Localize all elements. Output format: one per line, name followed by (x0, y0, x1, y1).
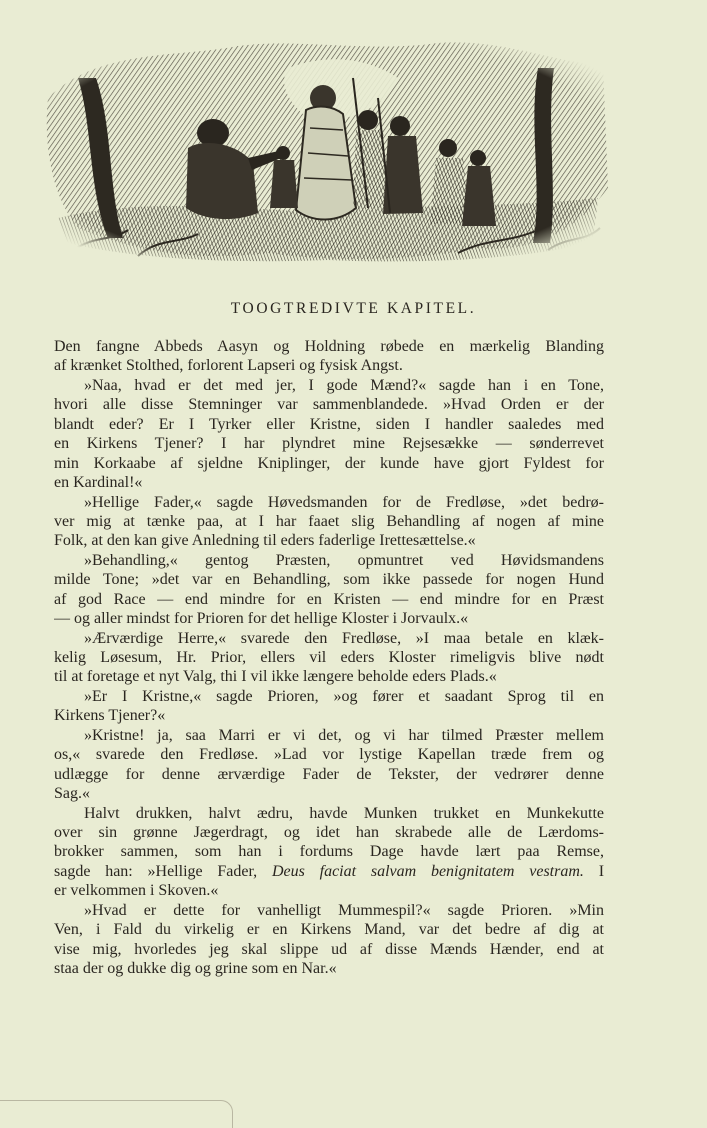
forest-scene-engraving-icon (38, 38, 610, 266)
chapter-title: TOOGTREDIVTE KAPITEL. (230, 300, 477, 317)
text-line: er velkommen i Skoven.« (54, 882, 219, 900)
body-text (54, 337, 604, 978)
text-line: en Kardinal!« (54, 474, 143, 492)
text-line: Ven, i Fald du virkelig er en Kirkens Mand, var det bedre af dig at (54, 921, 604, 939)
text-line: hvori alle disse Stemninger var sammenblandede. »Hvad Orden er der (54, 396, 604, 414)
text-line: staa der og dukke dig og grine som en Nar.« (54, 960, 337, 977)
text-line: »Ærværdige Herre,« svarede den Fredløse, »I maa betale en klæk- (84, 629, 604, 647)
text-line: Folk, at den kan give Anledning til eders faderlige Irettesættelse.« (54, 532, 476, 550)
text-line: til at foretage et nyt Valg, thi I vil ikke længere beholde eders Plads.« (54, 668, 497, 686)
text-line: os,« svarede den Fredløse. »Lad vor lystige Kapellan træde frem og (54, 746, 604, 764)
text-line: kelig Løsesum, Hr. Prior, ellers vil eders Kloster rimeligvis blive nødt (54, 649, 604, 666)
text-line: »Hellige Fader,« sagde Høvedsmanden for de Fredløse, »det bedrø- (84, 493, 604, 511)
text-line-end: I (583, 862, 604, 880)
page-edge-fold (0, 1100, 233, 1128)
text-line: milde Tone; »det var en Behandling, som ikke passede for nogen Hund (54, 571, 604, 589)
text-line-latin (54, 862, 604, 881)
text-line: en Kirkens Tjener? I har plyndret mine Rejsesække — sønderrevet (54, 435, 604, 453)
text-line-start: sagde han: »Hellige Fader, (54, 862, 258, 880)
text-line: udlægge for denne ærværdige Fader de Tekster, der vedrører denne (54, 765, 604, 783)
text-line: Den fangne Abbeds Aasyn og Holdning røbede en mærkelig Blanding (54, 338, 604, 355)
text-line: af god Race — end mindre for en Kristen — end mindre for en Præst (54, 590, 604, 608)
latin-phrase: Deus faciat salvam benignitatem vestram. (271, 862, 584, 880)
text-line: »Kristne! ja, saa Marri er vi det, og vi har tilmed Præster mellem (84, 726, 604, 744)
text-line: blandt eder? Er I Tyrker eller Kristne, siden I handler saaledes med (54, 415, 604, 433)
text-line: af krænket Stolthed, forlorent Lapseri og fysisk Angst. (54, 357, 403, 375)
text-line: min Korkaabe af sjeldne Kniplinger, der kunde have gjort Fyldest for (54, 454, 604, 472)
text-line: »Behandling,« gentog Præsten, opmuntret ved Høvidsmandens (84, 551, 604, 569)
text-line: Halvt drukken, halvt ædru, havde Munken trukket en Munkekutte (84, 804, 604, 822)
text-line: — og aller mindst for Prioren for det hellige Kloster i Jorvaulx.« (54, 610, 469, 628)
text-line: »Hvad er dette for vanhelligt Mummespil?« sagde Prioren. »Min (84, 901, 604, 919)
text-line: Sag.« (54, 785, 90, 803)
text-line: ver mig at tænke paa, at I har faaet slig Behandling af nogen af mine (54, 512, 604, 530)
text-line: over sin grønne Jægerdragt, og idet han skrabede alle de Lærdoms- (54, 823, 604, 841)
text-line: »Er I Kristne,« sagde Prioren, »og fører et saadant Sprog til en (84, 687, 604, 705)
text-line: brokker sammen, som han i fordums Dage havde lært paa Remse, (54, 843, 604, 861)
text-line: »Naa, hvad er det med jer, I gode Mænd?« sagde han i en Tone, (84, 376, 604, 394)
text-line: vise mig, hvorledes jeg skal slippe ud af disse Mænds Hænder, end at (54, 940, 604, 958)
text-line: Kirkens Tjener?« (54, 707, 166, 725)
